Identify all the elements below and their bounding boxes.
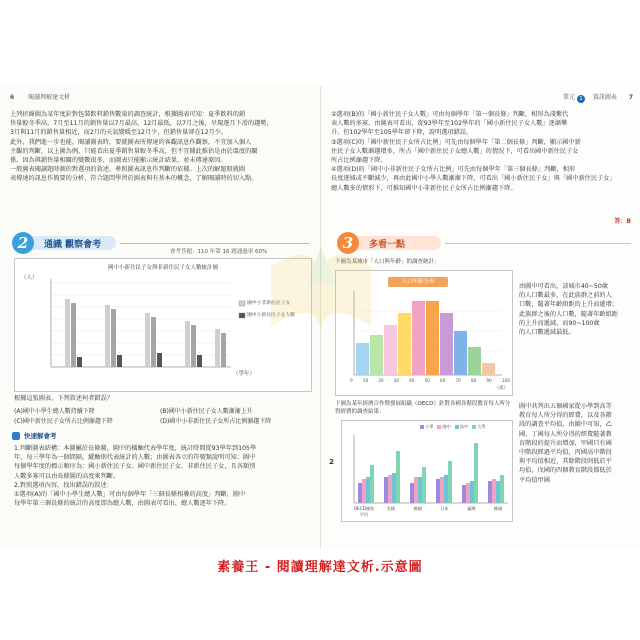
intro-line: 係，因為與銷售量相關的變數很多，而圖表只能顯示統計結果，並未傳達原因。 xyxy=(10,157,227,165)
oecd-bars xyxy=(358,443,504,503)
chart2-number: 2 xyxy=(329,458,334,466)
legend-junior: 國中 xyxy=(442,424,451,429)
intro-line: 上列折線圖為某年度針對包裝飲料銷售數量的調查統計，根據圖表可知：夏季飲料的銷 xyxy=(10,111,246,118)
analysis-line: 圖中共列出五個國家從小學到高等 xyxy=(519,403,612,410)
x-tick-label: 日本 xyxy=(440,506,449,511)
bar xyxy=(111,309,116,367)
intro-line: 此外，我們進一步也能，閱讀圖表時，要就圖表所傳達的客觀訊息作觀察，不宜加入個人 xyxy=(10,138,252,146)
legend-item-non-new: 國中小非新住民子女 xyxy=(247,301,291,306)
right-line: 長度逐減或不斷減少，再由此國中小學人數漸漸下降，可看出「國小新住民子女」與「國中新住民子女」 xyxy=(331,175,616,183)
intro-line: 售量較冬季高，7月至11月的銷售量以7月最高，12月最低，以7月之後，呈現逐月下滑的趨勢， xyxy=(10,120,273,128)
analysis-line: 育階段的提升而增加，甲國只有國 xyxy=(519,439,612,447)
bar xyxy=(440,313,453,375)
x-tick-label: 80 xyxy=(470,378,477,383)
bar xyxy=(191,325,196,367)
left-page-header xyxy=(10,92,70,101)
section2-banner xyxy=(16,236,116,250)
analysis-line: 此族群之後的人口數，隨著年齡組距 xyxy=(519,310,618,318)
right-line: 升，但102學年至105學年卻下降，說明選項錯誤。 xyxy=(331,129,473,137)
intro-line: 一般圖表閱讀題時測的對選項的敘述，參照圖表訊息作判斷的依據。上次的解題般就圖 xyxy=(10,166,246,174)
intro-line: 主觀的判斷，以上圖為例，只能看出夏季銷售量較冬季高，但不宜據此推估是由於溫度的關 xyxy=(10,147,258,155)
explanation-line: 每學年第三個長條的統計的高度即為總人數，由圖表可看出，總人數逐年下降。 xyxy=(14,500,231,508)
section2-reference: 會考答題：110 年第 16 題通過率 60% xyxy=(170,249,268,255)
right-line: ②選項(B)的「國小新住民子女人數」可由每個學年「第一個長條」判斷，相形為淺紫代 xyxy=(331,111,569,118)
x-tick-label: OECD國家平均 xyxy=(353,506,375,517)
analysis-line: 國、丁國每人所分得的經費隨著教 xyxy=(519,430,612,438)
unit-marker: 1 xyxy=(577,95,585,103)
chart1-analysis xyxy=(519,282,637,337)
oecd-bar-chart xyxy=(341,420,513,522)
bar xyxy=(221,333,226,367)
x-tick-label: 90 xyxy=(486,378,492,383)
bar xyxy=(105,305,110,367)
explain-icon xyxy=(12,432,20,440)
explanation-text xyxy=(14,444,314,508)
right-line: ③選項(C)的「國中新住民子女所占比例」可先由每個學年「第二個長條」判斷，顯示國中新 xyxy=(331,138,581,146)
explanation-line: 每個學年度的標示順序為：國小新住民子女、國中新住民子女、非新住民子女，且各類別 xyxy=(14,463,256,471)
section3-number: 3 xyxy=(337,232,359,254)
legend xyxy=(239,301,245,318)
explanation-line: 人數多寡可以由長條圖的高度來判斷。 xyxy=(14,472,120,480)
x-tick-label: 50 xyxy=(424,378,430,383)
analysis-line: 平均值甲國 xyxy=(519,476,550,484)
bar xyxy=(356,343,369,375)
chart2-intro: 下圖為某年經濟合作暨發展組織（OECD）針對各國各階段教育每人所分得經費的調查結果： xyxy=(335,401,511,415)
x-tick-label: 60 xyxy=(440,378,446,383)
bar xyxy=(197,355,202,367)
section2-title: 通識 觀察會考 xyxy=(44,239,102,250)
explanation-line: 2.對照選項內容，找出錯誤的敘述： xyxy=(14,481,113,489)
explanation-line: 年，每三學年為一個間隔，縱軸則代表統計的人數；由圖表各立的符號類說明可知：圖中 xyxy=(14,454,256,462)
book-watermark-icon xyxy=(261,226,381,346)
x-tick-label: 韓國 xyxy=(493,506,503,511)
legend-item-new: 國中小新住民子女人數 xyxy=(247,313,295,318)
x-tick-label: 美國 xyxy=(386,506,395,511)
bar xyxy=(185,321,190,367)
bar xyxy=(468,347,481,375)
oecd-x-labels xyxy=(352,506,510,518)
bar xyxy=(77,357,82,367)
bar xyxy=(215,329,220,367)
x-tick-label: 臺灣 xyxy=(466,506,476,511)
y-unit-label: （人） xyxy=(21,275,38,281)
right-line: 住民子女人數漸趨增多，所占「國中新住民子女總人數」的情況下，可看出國中新住民子女 xyxy=(331,147,579,155)
legend-primary: 小學 xyxy=(425,424,434,429)
analysis-line: 的人口數遞減最低。 xyxy=(519,329,575,337)
x-tick-label: 10 xyxy=(362,378,369,383)
age-x-unit: （歲） xyxy=(494,386,508,391)
analysis-line: 教育每人所分得的經費，以及各階 xyxy=(519,412,612,420)
chart1-intro: 下圖為某城市「人口與年齡」的調查統計： xyxy=(335,259,440,265)
x-tick-label: 20 xyxy=(378,378,384,383)
right-header-title: 資訊圖表 xyxy=(592,94,617,101)
analysis-line: 口數，隨著年齡組距的上升而遞增； xyxy=(519,301,618,309)
caption-watermark: 素養王 - 閱讀理解達文析.示意圖 xyxy=(217,560,423,575)
bar xyxy=(426,301,439,375)
bar xyxy=(145,313,150,367)
analysis-line: 的人口數最多，在此族群之前的人 xyxy=(519,292,612,300)
bar xyxy=(398,313,411,375)
left-page-number: 6 xyxy=(10,94,15,101)
bar xyxy=(65,299,70,367)
left-page-title: 閱讀理解達文析 xyxy=(28,94,71,101)
bar-chart-title: 國中小新住民子女與非新住民子女人數統計圖 xyxy=(107,265,218,271)
right-line: ④選項(D)的「國中小非新住民子女所占比例」可先由每個學年「第三個長條」判斷，相形 xyxy=(331,166,576,174)
analysis-line: 與平均值相近，其餘階段則低於平 xyxy=(519,458,612,466)
y-gridlines xyxy=(51,279,231,367)
x-tick-label: 100 xyxy=(501,378,510,383)
intro-text xyxy=(10,110,310,184)
legend-university: 大學 xyxy=(477,424,486,429)
legend-senior: 高中 xyxy=(459,424,469,429)
analysis-line: 均值，戊國的四個教育階段都低於 xyxy=(519,467,612,475)
section3-divider xyxy=(445,243,631,244)
analysis-line: 中階段經過平均值，丙國高中階段 xyxy=(519,449,612,457)
question-stem: 根據這張圖表，下列敘述何者錯誤？ xyxy=(14,395,113,402)
option-c[interactable]: (C)國中新住民子女所占比例漸趨下降 xyxy=(14,418,113,425)
x-tick-label: 德國 xyxy=(413,506,422,511)
chart2-analysis xyxy=(519,402,637,485)
bar xyxy=(454,331,467,375)
x-tick-label: 70 xyxy=(455,378,461,383)
bar xyxy=(412,301,425,375)
intro-line: 表傳達的訊息作簡要的分析，符合題問學習於圖表與有基本的概念，了解閱讀時的切入點。 xyxy=(10,175,258,183)
bar xyxy=(482,363,495,375)
bar xyxy=(384,325,397,375)
option-a[interactable]: (A)國中小學生總人數持續下降 xyxy=(14,408,95,415)
explain-tag: 快速解會考 xyxy=(24,432,57,440)
intro-line: 3月與11月的銷售量相近，而2月的天氣變暖至12月少，但銷售量卻在12月少。 xyxy=(10,129,228,137)
right-line: 所占比例漸趨下降。 xyxy=(331,157,387,165)
age-histogram-title: 人口年齡分布 xyxy=(388,277,448,287)
answer-label: 答：B xyxy=(614,218,631,225)
analysis-line: 段的調查平均值，由圖中可知，乙 xyxy=(519,421,612,429)
analysis-line: 由圖中可看出，該城市40~50歲 xyxy=(519,283,608,290)
right-page xyxy=(320,86,640,548)
option-b[interactable]: (B)國中小新住民子女人數漸漸上升 xyxy=(160,408,253,415)
x-tick-label: 0 xyxy=(350,378,353,383)
right-header-unit: 單元 xyxy=(563,94,576,101)
bar xyxy=(157,353,162,367)
bar xyxy=(71,303,76,367)
x-tick-label: 30 xyxy=(393,378,400,383)
right-page-header xyxy=(563,92,633,102)
explanation-line: 1.判斷圖表結構：本圖屬於長條圖，圖中的橫軸代表學年度，統計時間從93學年到105學 xyxy=(14,445,257,452)
explanation-line: ①選項(A)的「國中小學生總人數」可由每個學年「三個長條相疊的高度」判斷，圖中 xyxy=(14,491,246,499)
right-page-number: 7 xyxy=(628,94,633,101)
bar xyxy=(151,317,156,367)
x-tick-label: 40 xyxy=(409,378,415,383)
section3-title: 多看一點 xyxy=(369,239,406,250)
bar xyxy=(117,355,122,367)
age-x-labels xyxy=(350,378,510,383)
right-line: 總人數多的情形下，可推知國中小非新住民子女所占比例漸趨下降。 xyxy=(331,184,517,192)
option-d[interactable]: (D)國中小非新住民子女所占比例漸趨下降 xyxy=(160,418,272,425)
x-unit-label: （學年） xyxy=(233,371,256,377)
bars xyxy=(65,299,226,367)
section2-number: 2 xyxy=(12,232,34,254)
right-top-text xyxy=(331,110,633,193)
right-line: 表人數的多寡，由圖表可看出，從93學年至102學年的「國小新住民子女人數」逐漸攀 xyxy=(331,120,568,128)
analysis-line: 的上升而遞減，而90~100歲 xyxy=(519,319,600,327)
